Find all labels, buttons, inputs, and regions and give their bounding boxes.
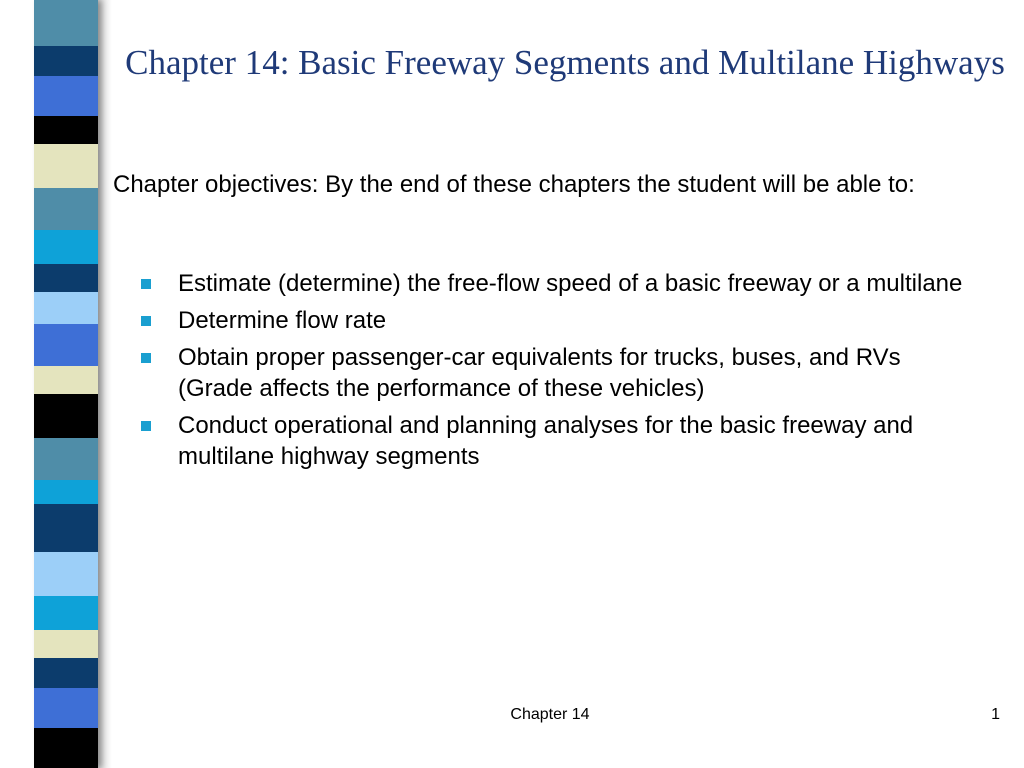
square-bullet-icon: [141, 353, 151, 363]
strip-block-navy: [34, 504, 98, 552]
list-item-text: Conduct operational and planning analyses for the basic freeway and multilane highway segments: [178, 412, 914, 470]
list-item: [140, 268, 980, 299]
strip-block-cyan: [34, 480, 98, 504]
strip-block-navy: [34, 658, 98, 688]
list-item: [140, 410, 980, 472]
list-item: [140, 305, 980, 336]
strip-shadow: [98, 0, 112, 768]
page-number: 1: [991, 706, 1000, 723]
slide-title: Chapter 14: Basic Freeway Segments and Multilane Highways: [125, 43, 1005, 82]
square-bullet-icon: [141, 421, 151, 431]
strip-block-black: [34, 394, 98, 438]
strip-block-cream: [34, 144, 98, 188]
strip-block-sky: [34, 292, 98, 324]
strip-block-cyan: [34, 596, 98, 630]
strip-block-cream: [34, 366, 98, 394]
square-bullet-icon: [141, 316, 151, 326]
strip-block-teal: [34, 188, 98, 230]
strip-block-royal: [34, 688, 98, 728]
strip-block-royal: [34, 324, 98, 366]
list-item: [140, 342, 980, 404]
strip-block-royal: [34, 76, 98, 116]
objectives-intro: Chapter objectives: By the end of these chapters the student will be able to:: [113, 171, 915, 198]
strip-block-cream: [34, 630, 98, 658]
strip-block-black: [34, 728, 98, 768]
strip-block-sky: [34, 552, 98, 596]
strip-block-navy: [34, 264, 98, 292]
objectives-list: [140, 268, 980, 478]
list-item-text: Estimate (determine) the free-flow speed of a basic freeway or a multilane: [178, 270, 963, 297]
strip-block-navy: [34, 46, 98, 76]
strip-block-black: [34, 116, 98, 144]
strip-block-cyan: [34, 230, 98, 264]
decorative-color-strip: [34, 0, 98, 768]
footer-chapter-label: Chapter 14: [510, 706, 590, 723]
strip-block-teal: [34, 438, 98, 480]
list-item-text: Obtain proper passenger-car equivalents for trucks, buses, and RVs (Grade affects the performance of these vehicles): [178, 344, 901, 402]
list-item-text: Determine flow rate: [178, 307, 387, 334]
strip-block-teal: [34, 0, 98, 46]
square-bullet-icon: [141, 279, 151, 289]
